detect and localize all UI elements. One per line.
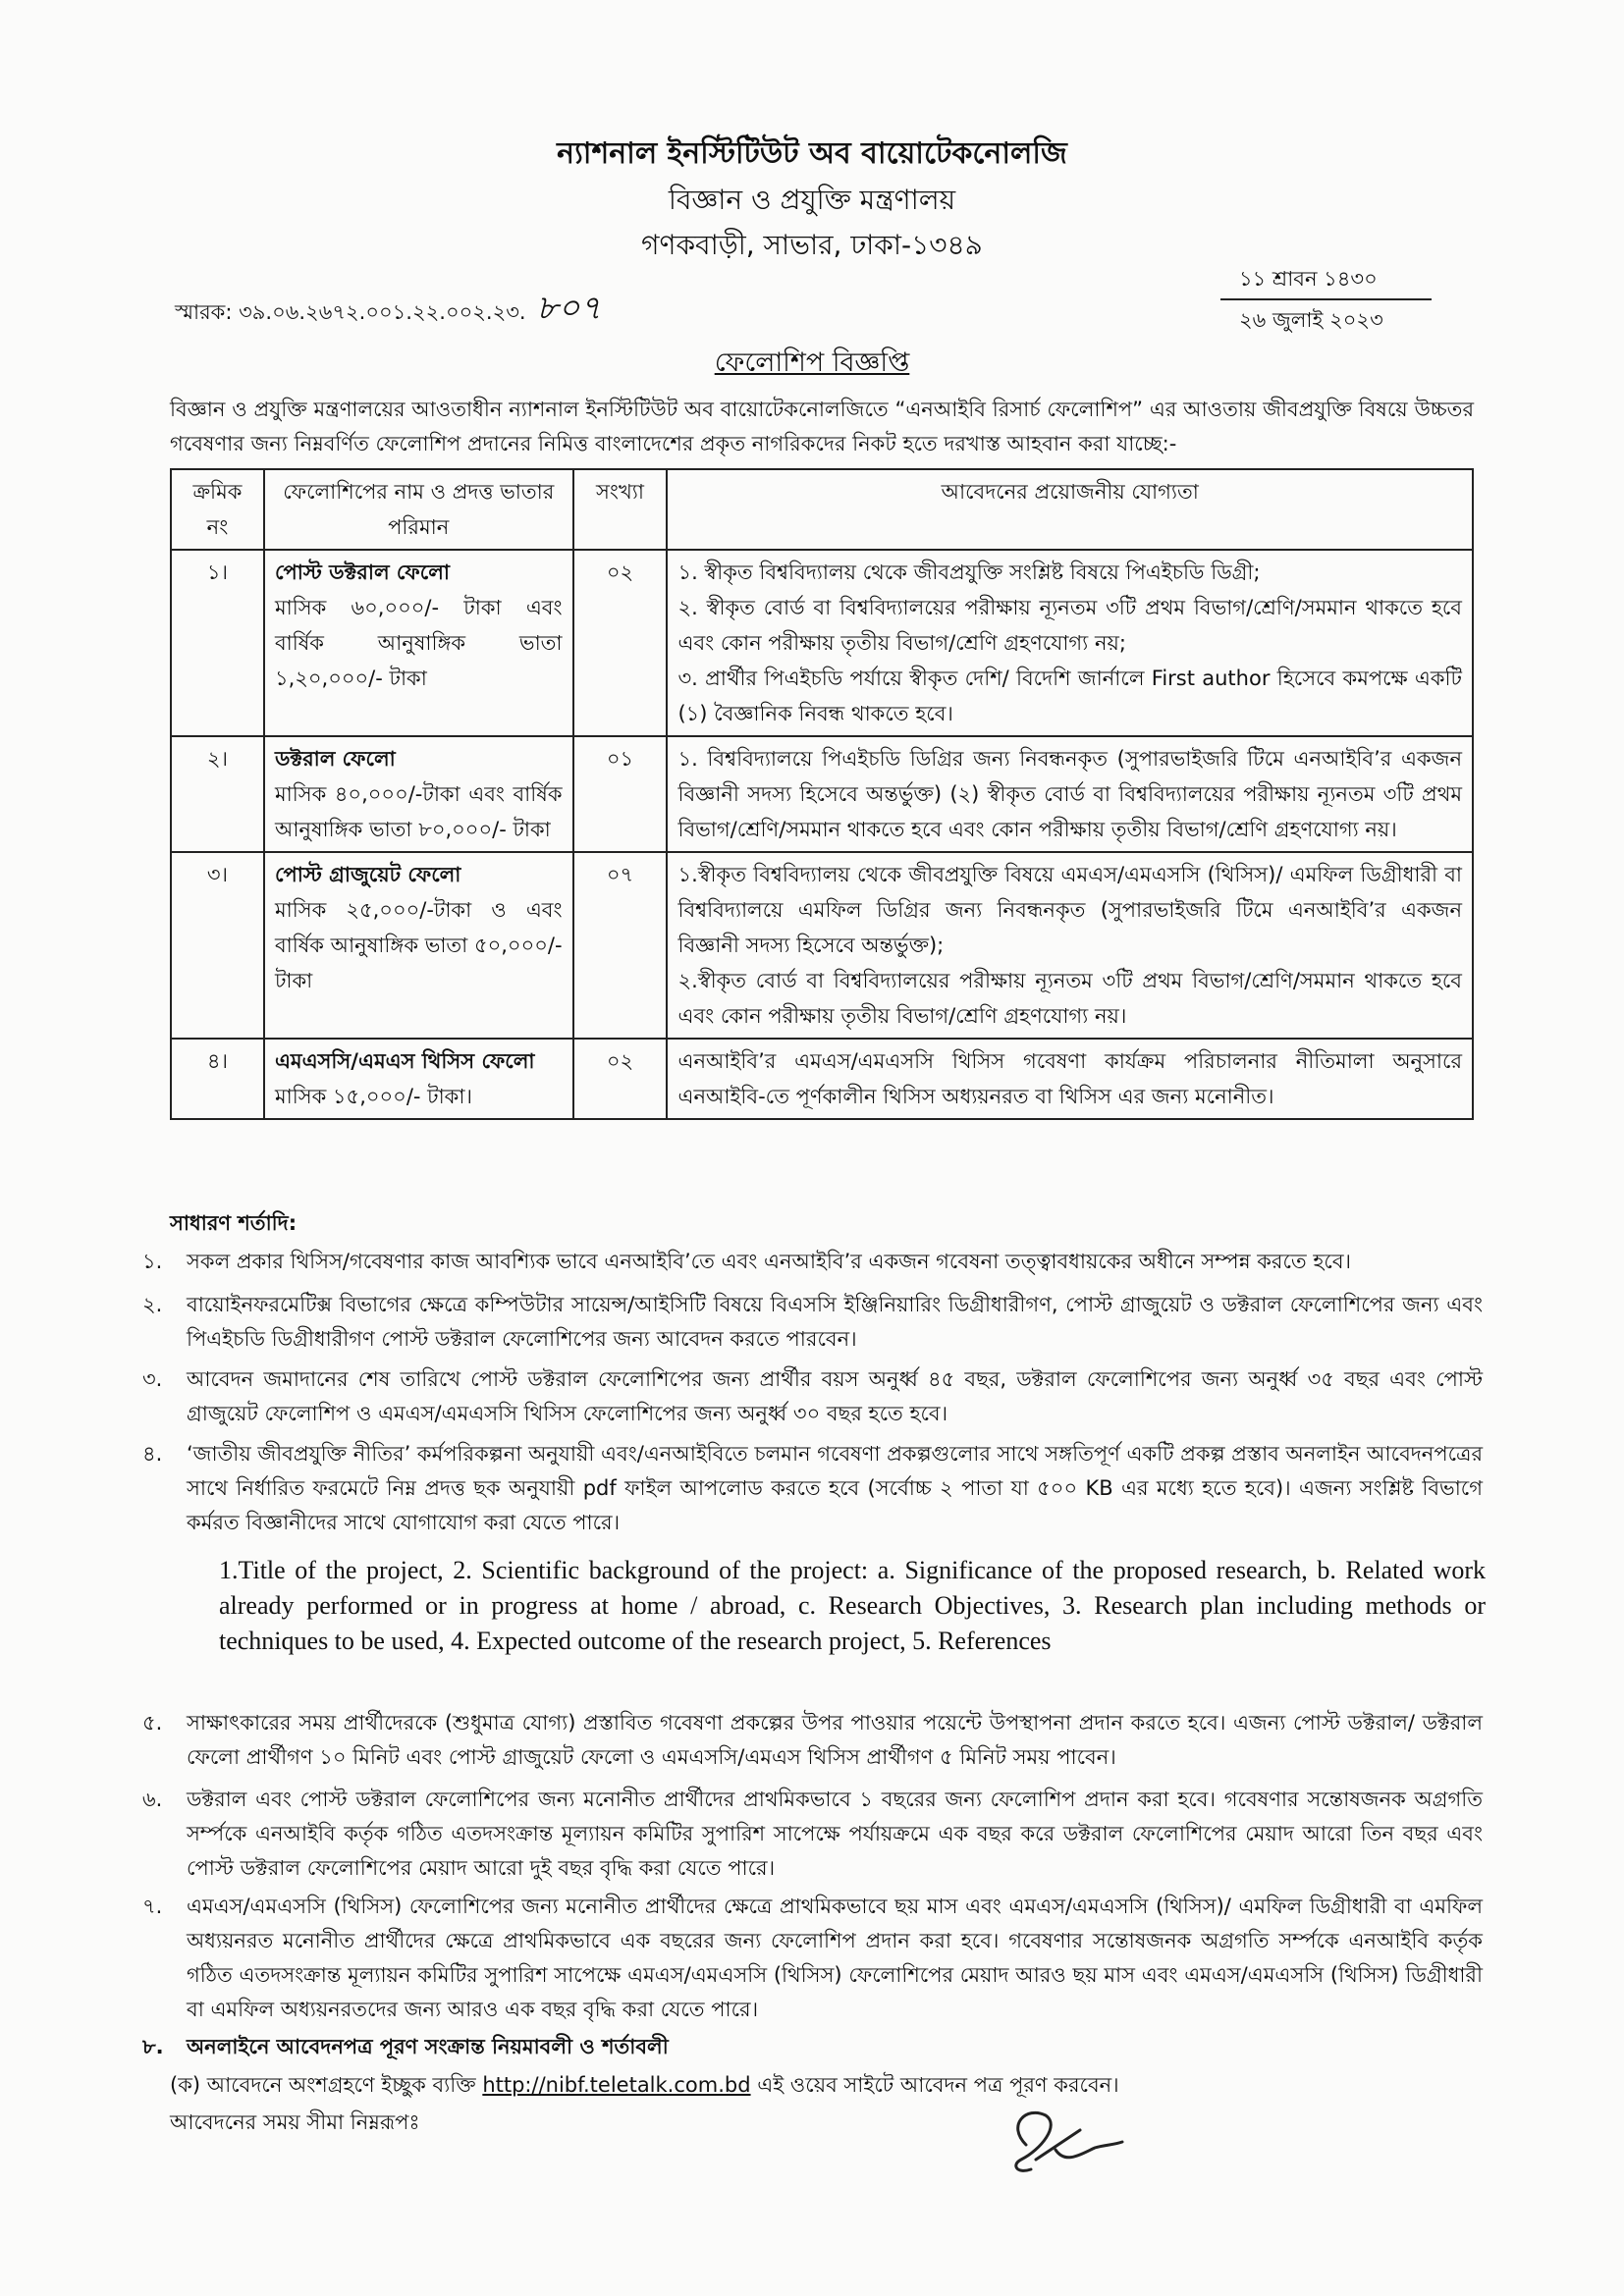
term-text: বায়োইনফরমেটিক্স বিভাগের ক্ষেত্রে কম্পিউটার সায়েন্স/আইসিটি বিষয়ে বিএসসি ইঞ্জিনিয়ারিং ডিগ্রীধারীগণ, পোস্ট গ্রাজুয়েট ও ডক্টরাল ফেলোশিপের জন্য এবং পিএইচডি ডিগ্রীধারীগণ পোস্ট ডক্টরাল ফেলোশিপের জন্য আবেদন করতে পারবেন। [187,1293,1483,1351]
term-text: সাক্ষাৎকারের সময় প্রার্থীদেরকে (শুধুমাত্র যোগ্য) প্রস্তাবিত গবেষণা প্রকল্পের উপর পাওয়ার পয়েন্টে উপস্থাপনা প্রদান করতে হবে। এজন্য পোস্ট ডক্টরাল/ ডক্টরাল ফেলো প্রার্থীগণ ১০ মিনিট এবং পোস্ট গ্রাজুয়েট ফেলো ও এমএসসি/এমএস থিসিস প্রার্থীগণ ৫ মিনিট সময় পাবেন। [187,1711,1483,1769]
term-text: ‘জাতীয় জীবপ্রযুক্তি নীতির’ কর্মপরিকল্পনা অনুযায়ী এবং/এনআইবিতে চলমান গবেষণা প্রকল্পগুলোর সাথে সঙ্গতিপূর্ণ একটি প্রকল্প প্রস্তাব অনলাইন আবেদনপত্রের সাথে নির্ধারিত ফরমেটে নিম্ন প্রদত্ত ছক অনুযায়ী pdf ফাইল আপলোড করতে হবে (সর্বোচ্চ ২ পাতা যা ৫০০ KB এর মধ্যে হতে হবে)। এজন্য সংশ্লিষ্ট বিভাগে কর্মরত বিজ্ঞানীদের সাথে যোগাযোগ করা যেতে পারে। [187,1442,1483,1534]
institute-name: ন্যাশনাল ইনস্টিটিউট অব বায়োটেকনোলজি [557,136,1067,171]
table-header-row [171,469,1473,550]
header-count: সংখ্যা [573,469,668,550]
term-text: অনলাইনে আবেদনপত্র পূরণ সংক্রান্ত নিয়মাবলী ও শর্তাবলী [187,2035,669,2058]
qualification-item: ২.স্বীকৃত বোর্ড বা বিশ্ববিদ্যালয়ের পরীক্ষায় ন্যূনতম ৩টি প্রথম বিভাগ/শ্রেণি/সমমান থাকতে হবে এবং কোন পরীক্ষায় তৃতীয় বিভাগ/শ্রেণি গ্রহণযোগ্য নয়। [677,969,1462,1028]
row-count: ০৭ [573,852,668,1039]
fellowship-allowance: মাসিক ২৫,০০০/-টাকা ও এবং বার্ষিক আনুষাঙ্গিক ভাতা ৫০,০০০/- টাকা [274,898,563,992]
row-qualifications [667,852,1473,1039]
term-item-7 [142,1890,1483,2027]
qualification-item: ৩. প্রার্থীর পিএইচডি পর্যায়ে স্বীকৃত দেশি/ বিদেশি জার্নালে First author হিসেবে কমপক্ষে একটি (১) বৈজ্ঞানিক নিবন্ধ থাকতে হবে। [677,667,1462,725]
online-apply-line [170,2069,1119,2104]
memo-ref-handwritten: ৮০৭ [536,289,602,328]
online-apply-prefix: (ক) আবেদনে অংশগ্রহণে ইচ্ছুক ব্যক্তি [170,2073,476,2097]
term-number: ১. [142,1250,163,1273]
row-serial: ১। [171,550,264,736]
term-number: ৪. [142,1442,163,1466]
row-fellowship [264,1039,573,1119]
row-qualifications [667,736,1473,852]
signature-mark [987,2091,1134,2189]
memo-date-english: ২৬ জুলাই ২০২৩ [1239,308,1383,332]
term-text: সকল প্রকার থিসিস/গবেষণার কাজ আবশ্যিক ভাবে এনআইবি’তে এবং এনআইবি’র একজন গবেষনা তত্ত্বাবধায়কের অধীনে সম্পন্ন করতে হবে। [187,1250,1352,1273]
memo-date-bangla: ১১ শ্রাবন ১৪৩০ [1239,267,1378,291]
term-item-3 [142,1362,1483,1431]
term-number: ৫. [142,1711,163,1735]
notice-title: ফেলোশিপ বিজ্ঞপ্তি [714,347,910,378]
row-fellowship [264,852,573,1039]
qualification-item: ২. স্বীকৃত বোর্ড বা বিশ্ববিদ্যালয়ের পরীক্ষায় ন্যূনতম ৩টি প্রথম বিভাগ/শ্রেণি/সমমান থাকতে হবে এবং কোন পরীক্ষায় তৃতীয় বিভাগ/শ্রেণি গ্রহণযোগ্য নয়; [677,596,1462,655]
term-item-6 [142,1783,1483,1886]
fellowship-name: ডক্টরাল ফেলো [274,747,396,771]
intro-paragraph: বিজ্ঞান ও প্রযুক্তি মন্ত্রণালয়ের আওতাধীন ন্যাশনাল ইনস্টিটিউট অব বায়োটেকনোলজিতে “এনআইবি রিসার্চ ফেলোশিপ” এর আওতায় জীবপ্রযুক্তি বিষয়ে উচ্চতর গবেষণার জন্য নিম্নবর্ণিত ফেলোশিপ প্রদানের নিমিত্ত বাংলাদেশের প্রকৃত নাগরিকদের নিকট হতে দরখাস্ত আহবান করা যাচ্ছে:- [170,398,1474,455]
time-limit-label: আবেদনের সময় সীমা নিম্নরূপঃ [170,2110,420,2134]
row-serial: ৩। [171,852,264,1039]
fellowship-name: এমএসসি/এমএস থিসিস ফেলো [274,1049,535,1073]
fellowship-name: পোস্ট গ্রাজুয়েট ফেলো [274,863,461,886]
term-item-4 [142,1437,1483,1540]
online-apply-suffix: এই ওয়েব সাইটে আবেদন পত্র পূরণ করবেন। [757,2073,1119,2097]
date-divider [1220,298,1432,300]
header-serial: ক্রমিক নং [171,469,264,550]
table-row [171,736,1473,852]
fellowship-allowance: মাসিক ৪০,০০০/-টাকা এবং বার্ষিক আনুষাঙ্গিক ভাতা ৮০,০০০/- টাকা [274,782,563,841]
qualification-item: এনআইবি’র এমএস/এমএসসি থিসিস গবেষণা কার্যক্রম পরিচালনার নীতিমালা অনুসারে এনআইবি-তে পূর্ণকালীন থিসিস অধ্যয়নরত বা থিসিস এর জন্য মনোনীত। [677,1049,1462,1108]
table-row [171,550,1473,736]
fellowship-table [170,468,1474,1120]
row-serial: ২। [171,736,264,852]
fellowship-allowance: মাসিক ৬০,০০০/- টাকা এবং বার্ষিক আনুষাঙ্গিক ভাতা ১,২০,০০০/- টাকা [274,596,563,690]
row-fellowship [264,736,573,852]
application-website-link[interactable]: http://nibf.teletalk.com.bd [482,2073,751,2097]
row-count: ০১ [573,736,668,852]
term-item-8 [142,2030,1483,2064]
header-qualifications: আবেদনের প্রয়োজনীয় যোগ্যতা [667,469,1473,550]
institute-address: গণকবাড়ী, সাভার, ঢাকা-১৩৪৯ [641,229,983,261]
table-row [171,852,1473,1039]
memo-ref-number: স্মারক: ৩৯.০৬.২৬৭২.০০১.২২.০০২.২৩. [175,300,526,324]
term-text: ডক্টরাল এবং পোস্ট ডক্টরাল ফেলোশিপের জন্য মনোনীত প্রার্থীদের প্রাথমিকভাবে ১ বছরের জন্য ফেলোশিপ প্রদান করা হবে। গবেষণার সন্তোষজনক অগ্রগতি সর্ম্পকে এনআইবি কর্তৃক গঠিত এতদসংক্রান্ত মূল্যায়ন কমিটির সুপারিশ সাপেক্ষে পর্যায়ক্রমে এক বছর করে ডক্টরাল ফেলোশিপের মেয়াদ আরো তিন বছর এবং পোস্ট ডক্টরাল ফেলোশিপের মেয়াদ আরো দুই বছর বৃদ্ধি করা যেতে পারে। [187,1788,1483,1880]
ministry-name: বিজ্ঞান ও প্রযুক্তি মন্ত্রণালয় [668,184,956,216]
general-terms-title: সাধারণ শর্তাদি: [170,1211,298,1235]
qualification-item: ১. বিশ্ববিদ্যালয়ে পিএইচডি ডিগ্রির জন্য নিবন্ধনকৃত (সুপারভাইজরি টিমে এনআইবি’র একজন বিজ্ঞানী সদস্য হিসেবে অন্তর্ভুক্ত) (২) স্বীকৃত বোর্ড বা বিশ্ববিদ্যালয়ের পরীক্ষায় ন্যূনতম ৩টি প্রথম বিভাগ/শ্রেণি/সমমান থাকতে হবে এবং কোন পরীক্ষায় তৃতীয় বিভাগ/শ্রেণি গ্রহণযোগ্য নয়। [677,747,1462,841]
term-text: এমএস/এমএসসি (থিসিস) ফেলোশিপের জন্য মনোনীত প্রার্থীদের ক্ষেত্রে প্রাথমিকভাবে ছয় মাস এবং এমএস/এমএসসি (থিসিস)/ এমফিল ডিগ্রীধারী বা এমফিল অধ্যয়নরত মনোনীত প্রার্থীদের ক্ষেত্রে প্রাথমিকভাবে এক বছরের জন্য ফেলোশিপ প্রদান করা হবে। গবেষণার সন্তোষজনক অগ্রগতি সর্ম্পকে এনআইবি কর্তৃক গঠিত এতদসংক্রান্ত মূল্যায়ন কমিটির সুপারিশ সাপেক্ষে এমএস/এমএসসি (থিসিস) ফেলোশিপের মেয়াদ আরও ছয় মাস এবং এমএস/এমএসসি (থিসিস) ডিগ্রীধারী বা এমফিল অধ্যয়নরতদের জন্য আরও এক বছর বৃদ্ধি করা যেতে পারে। [187,1895,1483,2021]
memo-ref [175,283,602,339]
project-format: 1.Title of the project, 2. Scientific background of the project: a. Significance of the proposed research, b. Related work already performed or in progress at home / abroad, c. Research Objectives, 3. Research plan including methods or techniques to be used, 4. Expected outcome of the research project, 5. References [219,1556,1486,1655]
term-number: ৮. [142,2035,164,2058]
term-item-2 [142,1288,1483,1357]
term-number: ৬. [142,1788,163,1811]
term-number: ৭. [142,1895,163,1918]
row-serial: ৪। [171,1039,264,1119]
row-count: ০২ [573,550,668,736]
row-qualifications [667,1039,1473,1119]
fellowship-allowance: মাসিক ১৫,০০০/- টাকা। [274,1085,472,1108]
term-text: আবেদন জমাদানের শেষ তারিখে পোস্ট ডক্টরাল ফেলোশিপের জন্য প্রার্থীর বয়স অনুর্ধ্ব ৪৫ বছর, ডক্টরাল ফেলোশিপের জন্য অনুর্ধ্ব ৩৫ বছর এবং পোস্ট গ্রাজুয়েট ফেলোশিপ ও এমএস/এমএসসি থিসিস ফেলোশিপের জন্য অনুর্ধ্ব ৩০ বছর হতে হবে। [187,1367,1483,1425]
term-number: ২. [142,1293,163,1316]
term-number: ৩. [142,1367,163,1391]
term-item-1 [142,1245,1483,1279]
header-fellowship-name: ফেলোশিপের নাম ও প্রদত্ত ভাতার পরিমান [264,469,573,550]
qualification-item: ১. স্বীকৃত বিশ্ববিদ্যালয় থেকে জীবপ্রযুক্তি সংশ্লিষ্ট বিষয়ে পিএইচডি ডিগ্রী; [677,561,1261,584]
row-count: ০২ [573,1039,668,1119]
term-item-5 [142,1706,1483,1775]
row-qualifications [667,550,1473,736]
fellowship-name: পোস্ট ডক্টরাল ফেলো [274,561,450,584]
table-row [171,1039,1473,1119]
row-fellowship [264,550,573,736]
qualification-item: ১.স্বীকৃত বিশ্ববিদ্যালয় থেকে জীবপ্রযুক্তি বিষয়ে এমএস/এমএসসি (থিসিস)/ এমফিল ডিগ্রীধারী বা বিশ্ববিদ্যালয়ে এমফিল ডিগ্রির জন্য নিবন্ধনকৃত (সুপারভাইজরি টিমে এনআইবি’র একজন বিজ্ঞানী সদস্য হিসেবে অন্তর্ভুক্ত); [677,863,1462,957]
